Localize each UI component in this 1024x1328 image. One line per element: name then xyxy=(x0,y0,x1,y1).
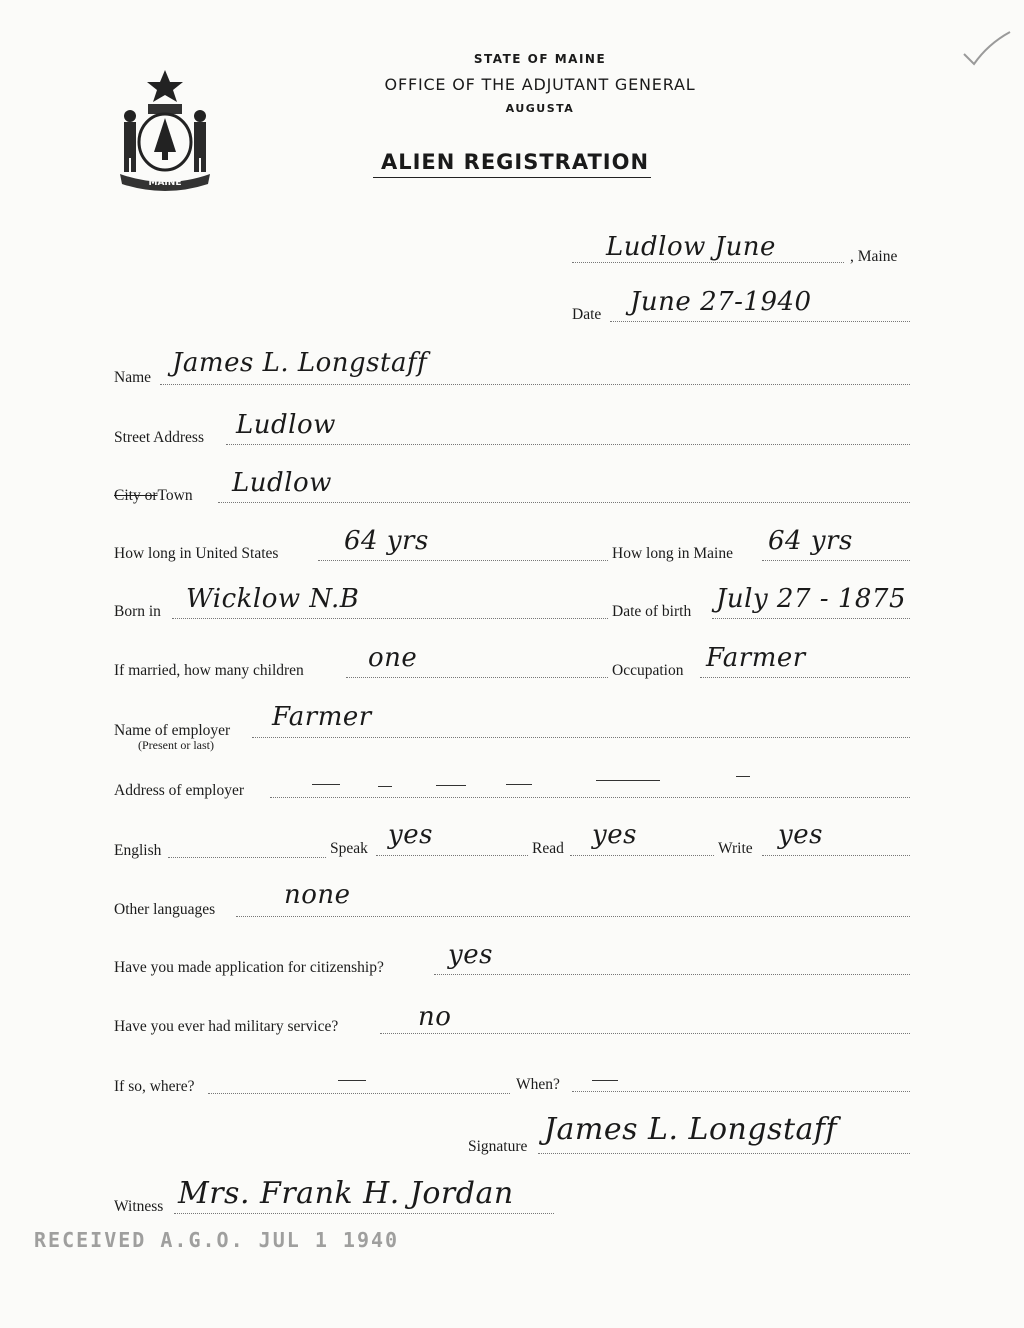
name-label: Name xyxy=(114,369,152,386)
town-word: Town xyxy=(157,487,193,504)
citizenship-value: yes xyxy=(448,940,493,970)
occupation-label: Occupation xyxy=(612,662,684,679)
speak-value: yes xyxy=(388,820,433,850)
date-label: Date xyxy=(572,306,602,323)
employer-name-line xyxy=(252,737,910,738)
write-value: yes xyxy=(778,820,823,850)
employer-address-line xyxy=(270,797,910,798)
born-in-value: Wicklow N.B xyxy=(186,584,360,614)
state-seal-icon xyxy=(112,66,218,192)
write-line xyxy=(762,855,910,856)
date-of-birth-value: July 27 - 1875 xyxy=(716,584,907,614)
name-line xyxy=(160,384,910,385)
date-line xyxy=(610,321,910,322)
when-line xyxy=(572,1091,910,1092)
employer-address-dash xyxy=(378,786,392,787)
born-in-line xyxy=(172,618,608,619)
name-value: James L. Longstaff xyxy=(172,348,428,378)
how-long-us-value: 64 yrs xyxy=(344,526,429,556)
form-title: ALIEN REGISTRATION xyxy=(380,150,650,174)
military-value: no xyxy=(418,1002,452,1032)
employer-name-label: Name of employer xyxy=(114,722,231,739)
other-languages-label: Other languages xyxy=(114,901,216,918)
employer-address-dash xyxy=(596,780,660,781)
town-value: Ludlow xyxy=(232,468,332,498)
read-value: yes xyxy=(592,820,637,850)
if-so-where-label: If so, where? xyxy=(114,1078,195,1095)
children-line xyxy=(346,677,608,678)
occupation-value: Farmer xyxy=(706,643,806,673)
date-of-birth-label: Date of birth xyxy=(612,603,692,620)
citizenship-label: Have you made application for citizenship? xyxy=(114,959,384,976)
born-in-label: Born in xyxy=(114,603,161,620)
town-line xyxy=(218,502,910,503)
street-address-value: Ludlow xyxy=(236,410,336,440)
write-label: Write xyxy=(718,840,753,857)
read-line xyxy=(570,855,714,856)
military-line xyxy=(380,1033,910,1034)
speak-line xyxy=(376,855,528,856)
witness-label: Witness xyxy=(114,1198,164,1215)
place-line xyxy=(572,262,844,263)
received-stamp: RECEIVED A.G.O. JUL 1 1940 xyxy=(34,1228,400,1252)
maine-label: , Maine xyxy=(850,248,898,265)
occupation-line xyxy=(700,677,910,678)
seal-banner-text: MAINE xyxy=(148,178,182,188)
when-label: When? xyxy=(516,1076,560,1093)
when-dash xyxy=(592,1080,618,1081)
employer-address-label: Address of employer xyxy=(114,782,244,799)
header-office: OFFICE OF THE ADJUTANT GENERAL xyxy=(384,75,696,94)
date-value: June 27-1940 xyxy=(630,287,812,317)
where-dash xyxy=(338,1080,366,1081)
title-underline xyxy=(373,177,651,178)
other-languages-value: none xyxy=(284,880,351,910)
header-city: AUGUSTA xyxy=(505,102,575,115)
children-value: one xyxy=(368,643,418,673)
place-value: Ludlow June xyxy=(606,232,776,262)
english-line xyxy=(168,857,326,858)
how-long-maine-label: How long in Maine xyxy=(612,545,733,562)
employer-address-dash xyxy=(312,784,340,785)
other-languages-line xyxy=(236,916,910,917)
how-long-us-label: How long in United States xyxy=(114,545,279,562)
how-long-maine-value: 64 yrs xyxy=(768,526,853,556)
speak-label: Speak xyxy=(330,840,368,857)
how-long-maine-line xyxy=(762,560,910,561)
header-state: STATE OF MAINE xyxy=(473,52,607,66)
citizenship-line xyxy=(434,974,910,975)
english-label: English xyxy=(114,842,162,859)
employer-address-dash xyxy=(436,785,466,786)
military-label: Have you ever had military service? xyxy=(114,1018,339,1035)
signature-line xyxy=(538,1153,910,1154)
witness-value: Mrs. Frank H. Jordan xyxy=(178,1176,514,1211)
date-of-birth-line xyxy=(712,618,910,619)
how-long-us-line xyxy=(318,560,608,561)
employer-address-dash xyxy=(506,784,532,785)
employer-name-value: Farmer xyxy=(272,702,372,732)
where-line xyxy=(208,1093,510,1094)
read-label: Read xyxy=(532,840,564,857)
city-or-struck: City or xyxy=(114,487,158,504)
witness-line xyxy=(174,1213,554,1214)
town-label xyxy=(114,487,193,505)
employer-note: (Present or last) xyxy=(138,738,214,752)
signature-value: James L. Longstaff xyxy=(544,1112,838,1147)
children-label: If married, how many children xyxy=(114,662,304,679)
street-address-line xyxy=(226,444,910,445)
signature-label: Signature xyxy=(468,1138,528,1155)
street-address-label: Street Address xyxy=(114,429,204,446)
employer-address-dash xyxy=(736,776,750,777)
check-mark-icon xyxy=(960,30,1012,70)
